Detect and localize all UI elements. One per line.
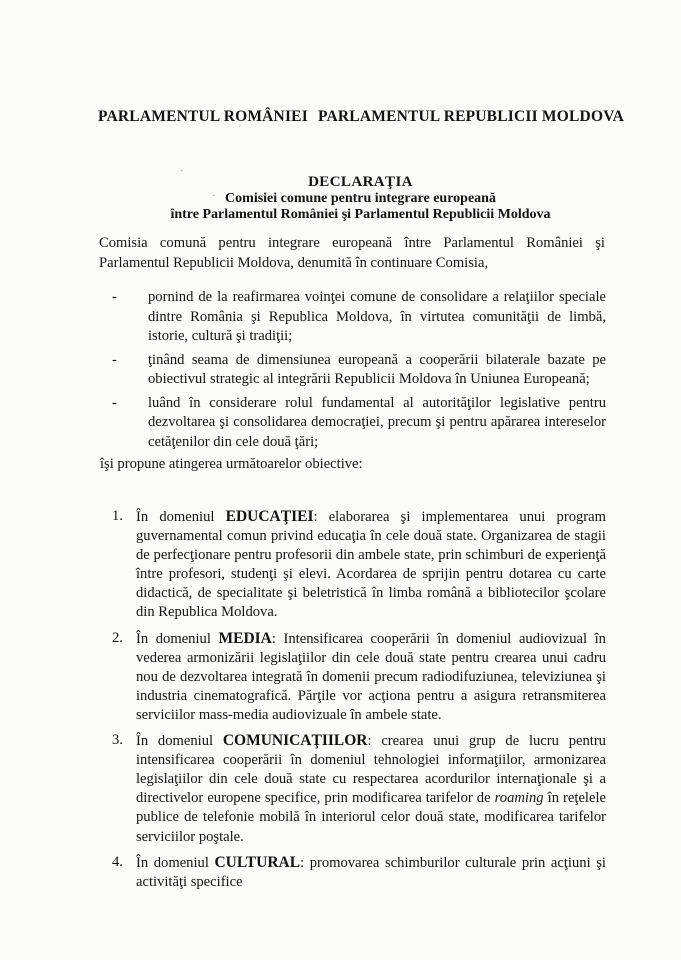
bullet-dash: - — [112, 289, 117, 305]
objective-text: : promovarea schimburilor culturale prin acţiuni şi activităţi specifice — [136, 854, 606, 890]
objectives-intro: îşi propune atingerea următoarelor obiective: — [100, 456, 363, 472]
objective-text-after: în reţelele publice de telefonie mobilă în interiorul celor două state, modificarea tarifelor serviciilor poştale. — [136, 790, 606, 845]
consideration-item — [112, 288, 606, 347]
objective-text: : Intensificarea cooperării în domeniul audiovizual în vederea armonizării legislaţiilor din cele două state pentru crearea unui cadru nou de dezvoltarea integrată în domenii precum radiodifuziunea, televiziunea şi industria cinematografică. Părţile vor acţiona pentru a asigura retransmiterea serviciilor mass-media audiovizuale în ambele state. — [136, 630, 606, 723]
document-subtitle-line2: între Parlamentul României şi Parlamentul Republicii Moldova — [170, 207, 551, 222]
scan-speck: ˎ — [180, 160, 184, 172]
scan-speck: ˊ — [238, 124, 242, 136]
header-parliament-romania: PARLAMENTUL ROMÂNIEI — [98, 108, 308, 125]
objective-domain: MEDIA — [218, 629, 272, 647]
intro-paragraph: Comisia comună pentru integrare europeană între Parlamentul României şi Parlamentul Republicii Moldova, denumită în continuare Comisia, — [99, 235, 605, 271]
document-subtitle-line1: Comisiei comune pentru integrare europeană — [225, 191, 496, 206]
considerations-list — [112, 288, 606, 456]
objective-number: 4. — [112, 853, 123, 870]
bullet-dash: - — [112, 394, 117, 411]
objective-number: 3. — [112, 732, 123, 749]
objective-prefix: În domeniul — [136, 509, 226, 525]
scan-speck: · — [212, 190, 216, 202]
consideration-item — [112, 394, 606, 453]
objective-domain: CULTURAL — [214, 853, 301, 871]
header-parliament-moldova: PARLAMENTUL REPUBLICII MOLDOVA — [318, 108, 624, 125]
objective-item-communications — [112, 731, 606, 847]
objective-item-media — [112, 629, 606, 725]
objective-domain: EDUCAŢIEI — [225, 508, 314, 525]
objective-prefix: În domeniul — [136, 854, 215, 871]
document-title: DECLARAŢIA — [308, 174, 413, 190]
consideration-item — [112, 351, 606, 390]
objective-prefix: În domeniul — [136, 733, 223, 750]
consideration-text: luând în considerare rolul fundamental al autorităţilor legislative pentru dezvoltarea şi consolidarea democraţiei, precum şi pentru apărarea intereselor cetăţenilor din cele două ţări; — [148, 394, 606, 450]
objectives-list — [112, 507, 606, 898]
objective-domain: COMUNICAŢIILOR — [222, 732, 368, 750]
objective-item-education — [112, 507, 606, 623]
declaration-title-block — [0, 174, 681, 223]
objective-number: 2. — [112, 629, 123, 646]
objective-prefix: În domeniul — [136, 630, 219, 647]
objective-italic-term: roaming — [494, 790, 544, 807]
objective-number: 1. — [112, 508, 123, 524]
consideration-text: ţinând seama de dimensiunea europeană a cooperării bilaterale bazate pe obiectivul strategic al integrării Republicii Moldova în Uniunea Europeană; — [148, 351, 606, 387]
bullet-dash: - — [112, 351, 117, 368]
consideration-text: pornind de la reafirmarea voinţei comune de consolidare a relaţiilor speciale dintre România şi Republica Moldova, în virtutea comunităţii de limbă, istorie, cultură şi tradiţii; — [148, 289, 606, 344]
objective-text: : elaborarea şi implementarea unui program guvernamental comun privind educaţia în cele două state. Organizarea de stagii de perfecţionare pentru profesorii din ambele state, prin schimburi de experienţă între profesori, studenţi şi elevi. Acordarea de sprijin pentru dotarea cu carte didactică, de specialitate şi beletristică în limba română a bibliotecilor şcolare din Republica Moldova. — [136, 509, 606, 621]
objective-item-cultural — [112, 853, 606, 892]
objective-text-before: : crearea unui grup de lucru pentru intensificarea cooperării în domeniul tehnologiei informaţiilor, armonizarea legislaţiilor din cele două state cu respectarea acordurilor internaţionale şi a directivelor europene specifice, prin modificarea tarifelor de — [136, 733, 606, 807]
